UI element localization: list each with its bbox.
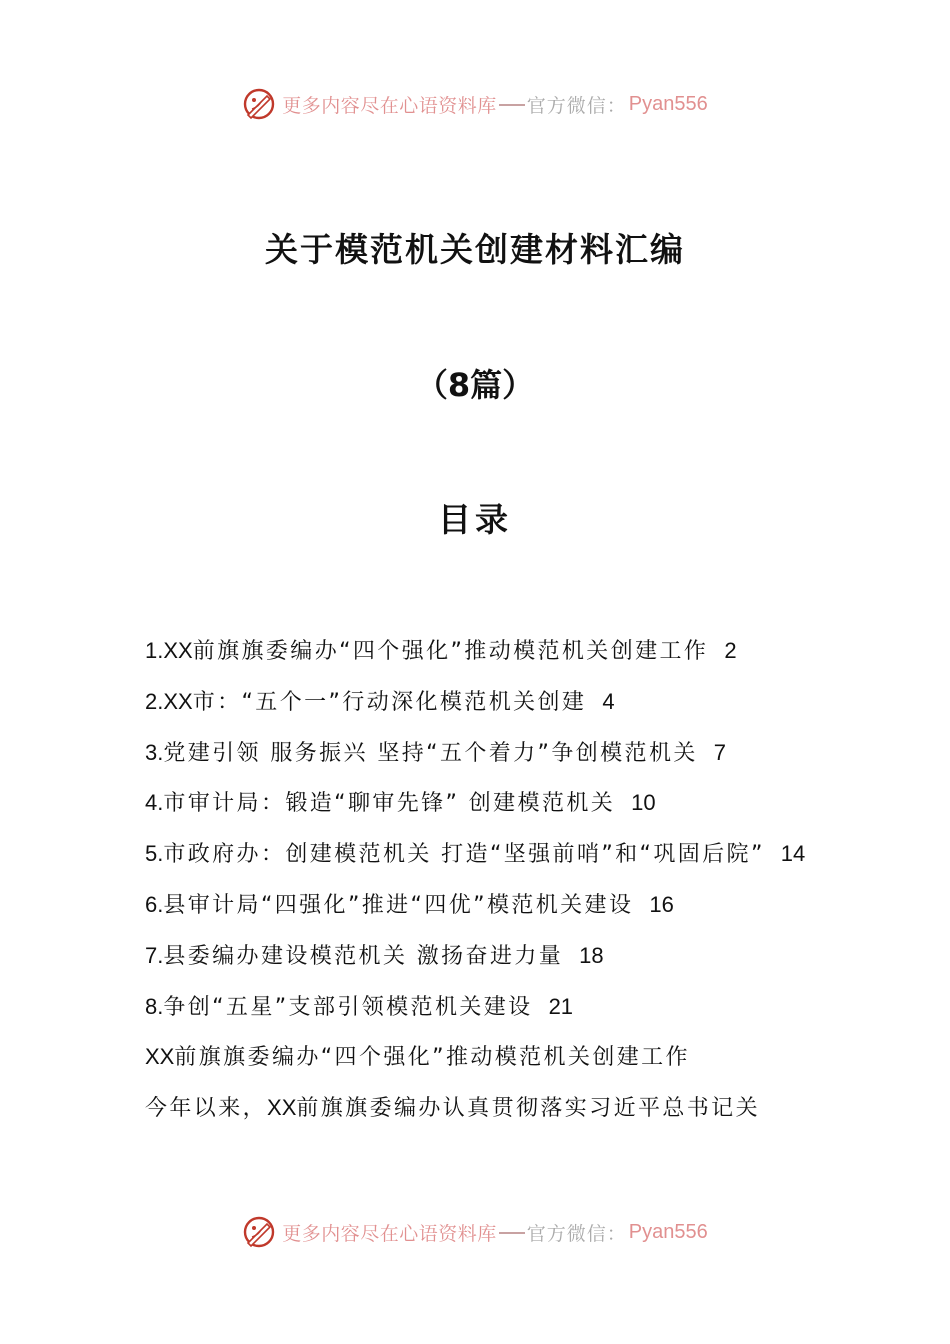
toc-item[interactable]	[145, 728, 809, 779]
toc-item-page: 14	[780, 841, 806, 867]
toc-item-text: 前旗旗委编办“四个强化”推动模范机关创建工作	[192, 639, 709, 664]
watermark-wechat-id: Pyan556	[628, 92, 708, 115]
watermark-wechat-label: 官方微信：	[526, 94, 627, 117]
toc-item-text: 党建引领 服务振兴 坚持“五个着力”争创模范机关	[163, 740, 698, 766]
toc-item-page: 7	[713, 739, 726, 765]
toc-item-page: 10	[631, 790, 656, 816]
toc-item-number: 3.	[145, 739, 164, 765]
toc-item-text: 争创“五星”支部引领模范机关建设	[163, 994, 533, 1020]
watermark-wechat-label: 官方微信：	[526, 1222, 627, 1245]
toc-item-number: 6.	[145, 891, 164, 917]
section-title	[145, 1032, 809, 1083]
toc-item-page: 16	[649, 891, 674, 917]
toc-item-number: 5.	[145, 841, 164, 867]
toc-item-text: 市政府办：创建模范机关 打造“坚强前哨”和“巩固后院”	[163, 842, 765, 868]
pen-logo-icon	[242, 87, 276, 121]
watermark-brand: 更多内容尽在心语资料库	[282, 94, 497, 117]
toc-item[interactable]	[145, 626, 809, 677]
section-title-prefix: XX	[145, 1044, 175, 1070]
toc-item[interactable]	[145, 880, 809, 931]
toc-item-page: 2	[724, 638, 737, 663]
document-title: 关于模范机关创建材料汇编	[265, 230, 685, 269]
body-paragraph	[145, 1083, 809, 1134]
toc-item-page: 18	[579, 942, 604, 968]
toc-item[interactable]	[145, 982, 809, 1033]
toc-item-text: 县审计局“四强化”推进“四优”模范机关建设	[163, 892, 634, 918]
watermark-wechat-id: Pyan556	[628, 1220, 708, 1243]
toc-item-page: 4	[602, 688, 615, 714]
section-title-text: 前旗旗委编办“四个强化”推动模范机关创建工作	[174, 1045, 690, 1071]
toc-list	[145, 626, 809, 1134]
toc-heading: 目录	[438, 500, 512, 539]
toc-item-text: 市审计局：锻造“聊审先锋” 创建模范机关	[163, 791, 616, 817]
toc-item[interactable]	[145, 677, 809, 728]
toc-item-number: 7.	[145, 942, 164, 968]
toc-item-number: 1.XX	[145, 638, 193, 663]
pen-logo-icon	[242, 1215, 276, 1249]
watermark-banner-top	[0, 84, 950, 124]
watermark-dash	[499, 1232, 525, 1234]
watermark-brand: 更多内容尽在心语资料库	[282, 1222, 497, 1245]
watermark-banner-bottom	[0, 1212, 950, 1252]
toc-item-number: 2.XX	[145, 688, 193, 714]
paragraph-prefix: XX	[267, 1095, 297, 1121]
toc-item-number: 8.	[145, 993, 164, 1019]
toc-item-number: 4.	[145, 790, 164, 816]
toc-item-text: 县委编办建设模范机关 激扬奋进力量	[163, 943, 564, 969]
paragraph-text: 前旗旗委编办认真贯彻落实习近平总书记关	[296, 1096, 760, 1122]
toc-item[interactable]	[145, 778, 809, 829]
toc-item-text: 市：“五个一”行动深化模范机关创建	[192, 689, 587, 715]
watermark-dash	[499, 104, 525, 106]
document-subtitle: （8篇）	[415, 366, 535, 404]
toc-item[interactable]	[145, 829, 809, 880]
toc-item-page: 21	[548, 993, 574, 1019]
toc-item[interactable]	[145, 931, 809, 982]
paragraph-lead: 今年以来，	[145, 1096, 268, 1122]
